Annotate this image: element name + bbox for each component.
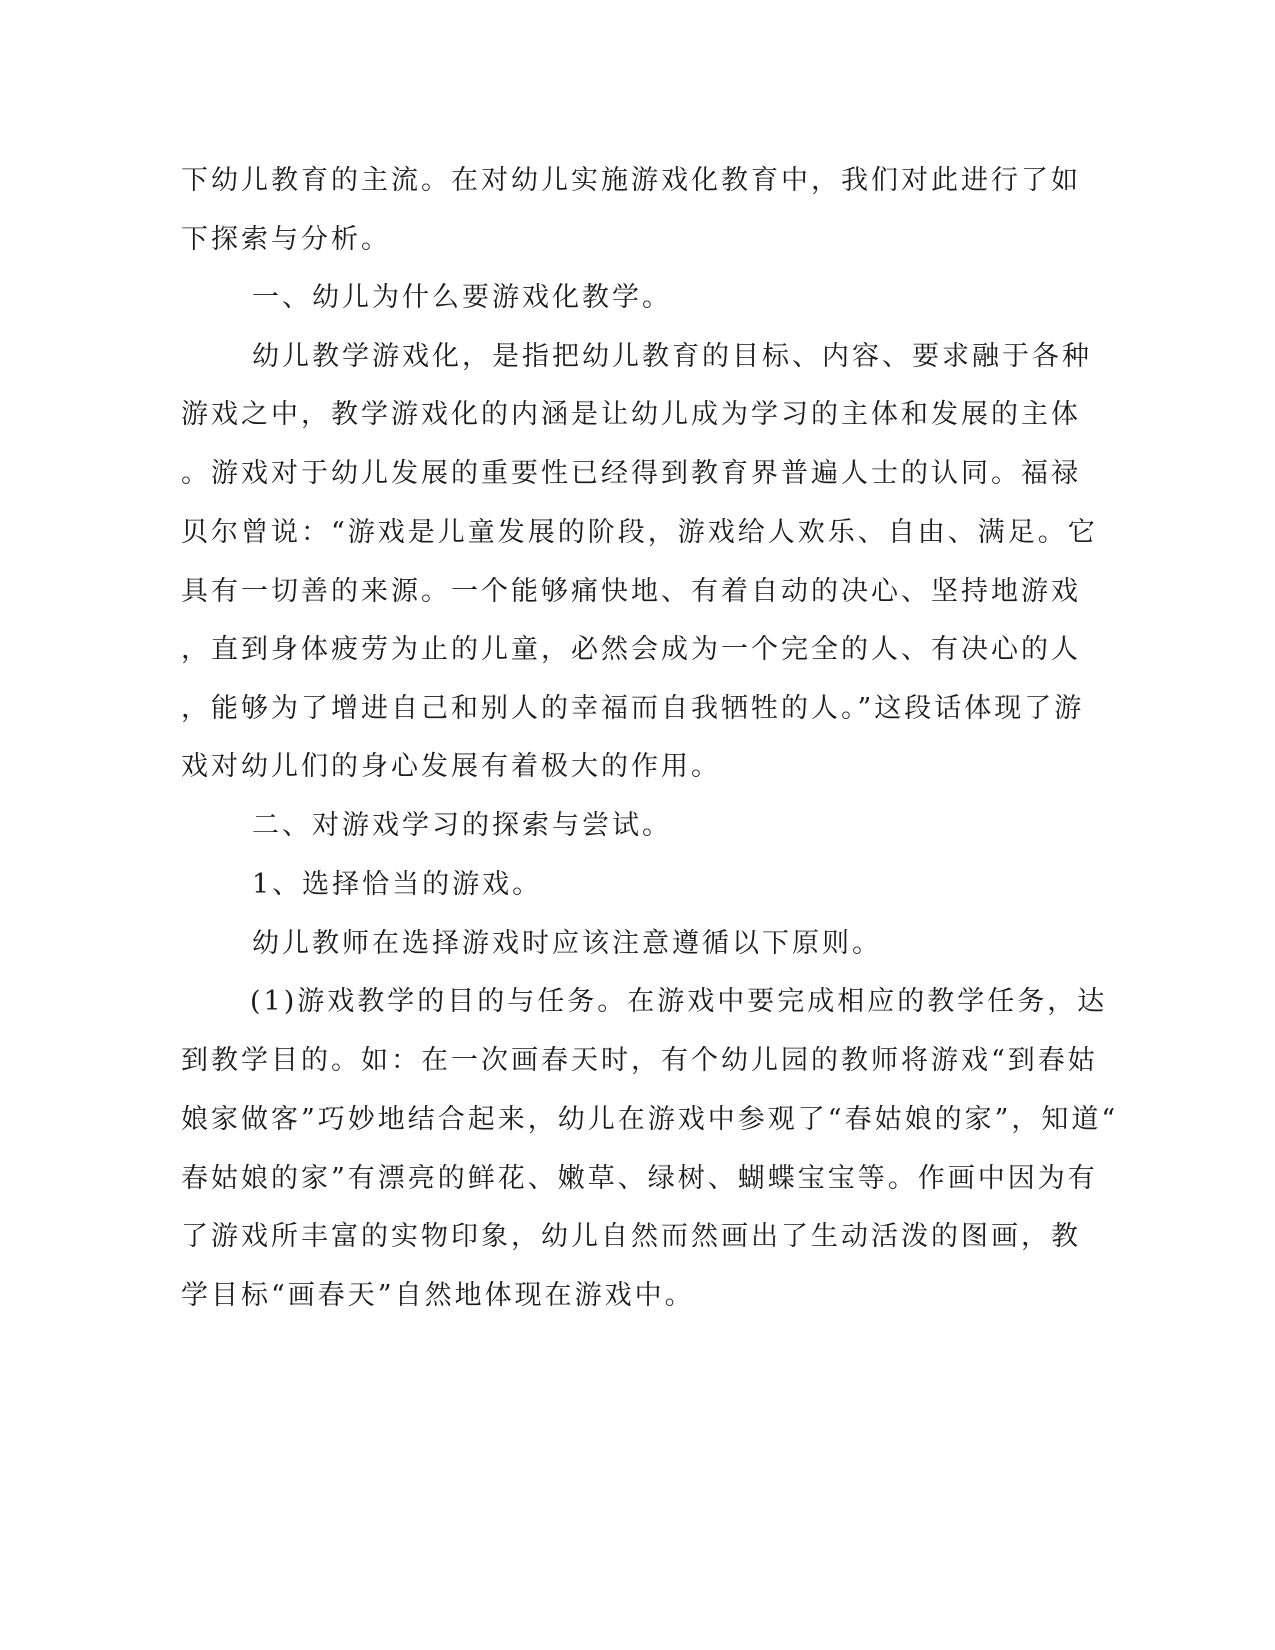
text-line [0,327,1275,387]
section-heading-text: 二、对游戏学习的探索与尝试。 [252,810,672,841]
section-heading-text: 一、幼儿为什么要游戏化教学。 [252,282,672,313]
text-line [0,679,1275,739]
text-line [0,503,1275,563]
text-line [0,972,1275,1032]
text-line [0,562,1275,622]
subsection-heading [0,855,1275,915]
text-line-content: 到教学目的。如：在一次画春天时，有个幼儿园的教师将游戏“到春姑 [181,1045,1098,1076]
text-line-content: 游戏之中，教学游戏化的内涵是让幼儿成为学习的主体和发展的主体 [181,399,1081,430]
text-line-content: 学目标“画春天”自然地体现在游戏中。 [181,1280,695,1311]
section-heading [0,268,1275,328]
text-line [0,1266,1275,1326]
text-line-content: 了游戏所丰富的实物印象，幼儿自然而然画出了生动活泼的图画，教 [181,1221,1081,1252]
text-line [0,1149,1275,1209]
text-line-content: 。游戏对于幼儿发展的重要性已经得到教育界普遍人士的认同。福禄 [181,458,1081,489]
text-line-content: 春姑娘的家”有漂亮的鲜花、嫩草、绿树、蝴蝶宝宝等。作画中因为有 [181,1163,1098,1194]
text-line-content: 娘家做客”巧妙地结合起来，幼儿在游戏中参观了“春姑娘的家”，知道“ [181,1104,1119,1135]
text-line [0,737,1275,797]
text-line-content: (1)游戏教学的目的与任务。在游戏中要完成相应的教学任务，达 [250,986,1108,1017]
text-line [0,620,1275,680]
text-line [0,385,1275,445]
text-line-content: 贝尔曾说：“游戏是儿童发展的阶段，游戏给人欢乐、自由、满足。它 [181,517,1098,548]
text-line-content: 幼儿教师在选择游戏时应该注意遵循以下原则。 [252,928,882,959]
text-line-content: 下幼儿教育的主流。在对幼儿实施游戏化教育中，我们对此进行了如 [181,165,1081,196]
text-line [0,914,1275,974]
text-line-content: ，能够为了增进自己和别人的幸福而自我牺牲的人。”这段话体现了游 [181,693,1085,724]
text-line [0,210,1275,270]
text-line [0,444,1275,504]
text-line [0,1090,1275,1150]
subsection-heading-text: 1、选择恰当的游戏。 [252,869,543,900]
text-line-content: 下探索与分析。 [181,224,391,255]
text-line-content: 幼儿教学游戏化，是指把幼儿教育的目标、内容、要求融于各种 [252,341,1092,372]
text-line [0,151,1275,211]
text-line [0,1207,1275,1267]
text-line-content: ，直到身体疲劳为止的儿童，必然会成为一个完全的人、有决心的人 [181,634,1081,665]
section-heading [0,796,1275,856]
text-line-content: 戏对幼儿们的身心发展有着极大的作用。 [181,751,721,782]
text-line [0,1031,1275,1091]
text-line-content: 具有一切善的来源。一个能够痛快地、有着自动的决心、坚持地游戏 [181,576,1081,607]
